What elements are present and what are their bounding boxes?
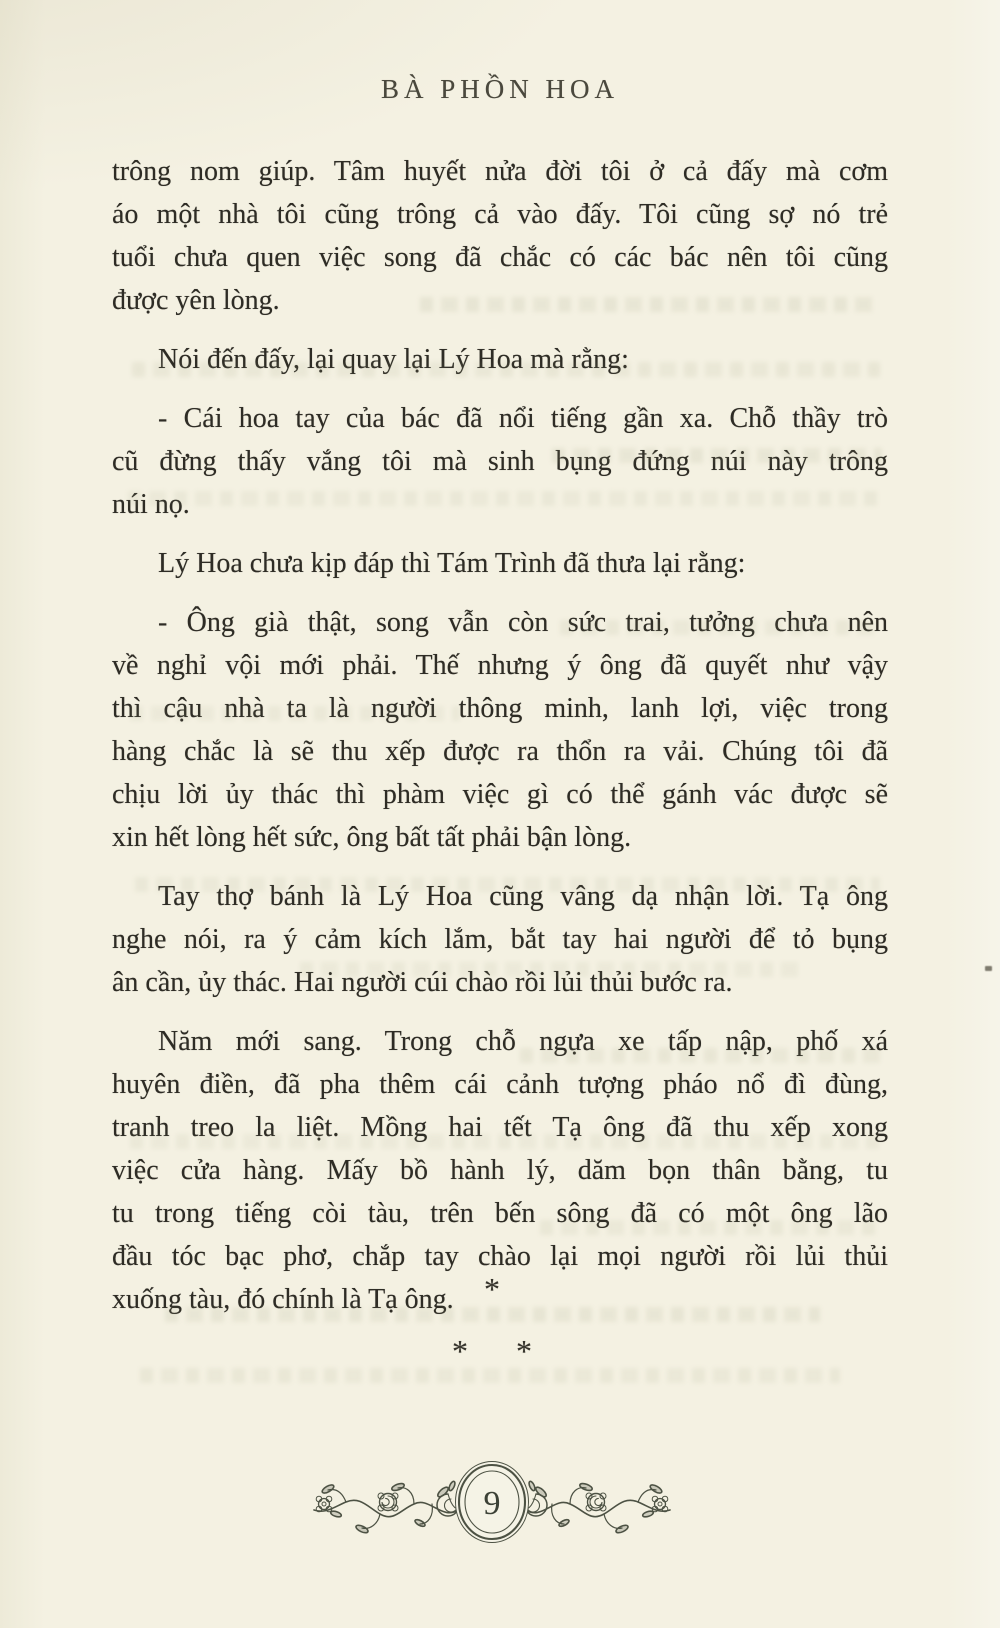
page-header-title: BÀ PHỒN HOA [380, 74, 619, 104]
showthrough-smudge [552, 448, 882, 463]
text-line: xuống tàu, đó chính là Tạ ông. [112, 1284, 454, 1315]
showthrough-smudge [128, 491, 880, 506]
text-line: về nghỉ vội mới phải. Thế nhưng ý ông đã quyết như vậy [112, 650, 888, 681]
asterisk-glyph: * [484, 1271, 500, 1307]
page-number-medallion [456, 1462, 529, 1543]
page-footer-ornament [302, 1452, 682, 1562]
text-line: Lý Hoa chưa kịp đáp thì Tám Trình đã thưa lại rằng: [158, 548, 746, 579]
text-line: áo một nhà tôi cũng trông cả vào đấy. Tôi cũng sợ nó trẻ [112, 199, 888, 230]
paragraph [112, 601, 888, 859]
text-line: nghe nói, ra ý cảm kích lắm, bắt tay hai người để tỏ bụng [112, 924, 888, 955]
text-line: ân cần, ủy thác. Hai người cúi chào rồi lủi thủi bước ra. [112, 967, 733, 998]
text-line: - Ông già thật, song vẫn còn sức trai, tưởng chưa nên [158, 607, 888, 638]
asterisk-glyph: * [516, 1333, 532, 1369]
text-line: xin hết lòng hết sức, ông bất tất phải bận lòng. [112, 822, 632, 853]
showthrough-smudge [300, 962, 800, 977]
text-line: thì cậu nhà ta là người thông minh, lanh lợi, việc trong [112, 693, 888, 724]
text-line: hàng chắc là sẽ thu xếp được ra thổn ra vải. Chúng tôi đã [112, 736, 888, 767]
section-separator-star-pair [0, 1334, 984, 1368]
text-line: được yên lòng. [112, 285, 280, 316]
text-line: việc cửa hàng. Mấy bồ hành lý, dăm bọn thân bằng, tu [112, 1155, 888, 1186]
text-line: tranh treo la liệt. Mồng hai tết Tạ ông đã thu xếp xong [112, 1112, 888, 1143]
paragraph [112, 875, 888, 1004]
text-line: Năm mới sang. Trong chỗ ngựa xe tấp nập, phố xá [158, 1026, 888, 1057]
section-separator-star [0, 1272, 984, 1306]
text-line: - Cái hoa tay của bác đã nổi tiếng gần xa. Chỗ thầy trò [158, 403, 888, 434]
text-line: tuổi chưa quen việc song đã chắc có các bác nên tôi cũng [112, 242, 888, 273]
showthrough-smudge [130, 706, 460, 721]
text-line: núi nọ. [112, 489, 190, 520]
text-line: trông nom giúp. Tâm huyết nửa đời tôi ở cả đấy mà cơm [112, 156, 888, 187]
showthrough-smudge [140, 1368, 840, 1383]
text-line: huyên điền, đã pha thêm cái cảnh tượng pháo nổ đì đùng, [112, 1069, 888, 1100]
text-line: tu trong tiếng còi tàu, trên bến sông đã có một ông lão [112, 1198, 888, 1229]
asterisk-glyph: * [452, 1333, 468, 1369]
showthrough-smudge [420, 297, 875, 312]
scan-speck [985, 966, 992, 971]
text-line: Tay thợ bánh là Lý Hoa cũng vâng dạ nhận lời. Tạ ông [158, 881, 888, 912]
floral-branch-left [314, 1481, 460, 1535]
showthrough-smudge [520, 1048, 880, 1063]
paragraph [112, 542, 888, 585]
showthrough-smudge [165, 1307, 820, 1322]
page-number: 9 [483, 1485, 501, 1522]
showthrough-smudge [560, 620, 880, 635]
text-line: Nói đến đấy, lại quay lại Lý Hoa mà rằng: [158, 344, 629, 375]
floral-branch-right [524, 1481, 670, 1535]
text-line: chịu lời ủy thác thì phàm việc gì có thể gánh vác được sẽ [112, 779, 888, 810]
showthrough-smudge [540, 1220, 880, 1235]
text-line: cũ đừng thấy vắng tôi mà sinh bụng đứng núi này trông [112, 446, 888, 477]
showthrough-smudge [130, 1134, 880, 1149]
showthrough-smudge [132, 362, 880, 377]
showthrough-smudge [135, 877, 880, 892]
text-line: đầu tóc bạc phơ, chắp tay chào lại mọi người rồi lủi thủi [112, 1241, 888, 1272]
